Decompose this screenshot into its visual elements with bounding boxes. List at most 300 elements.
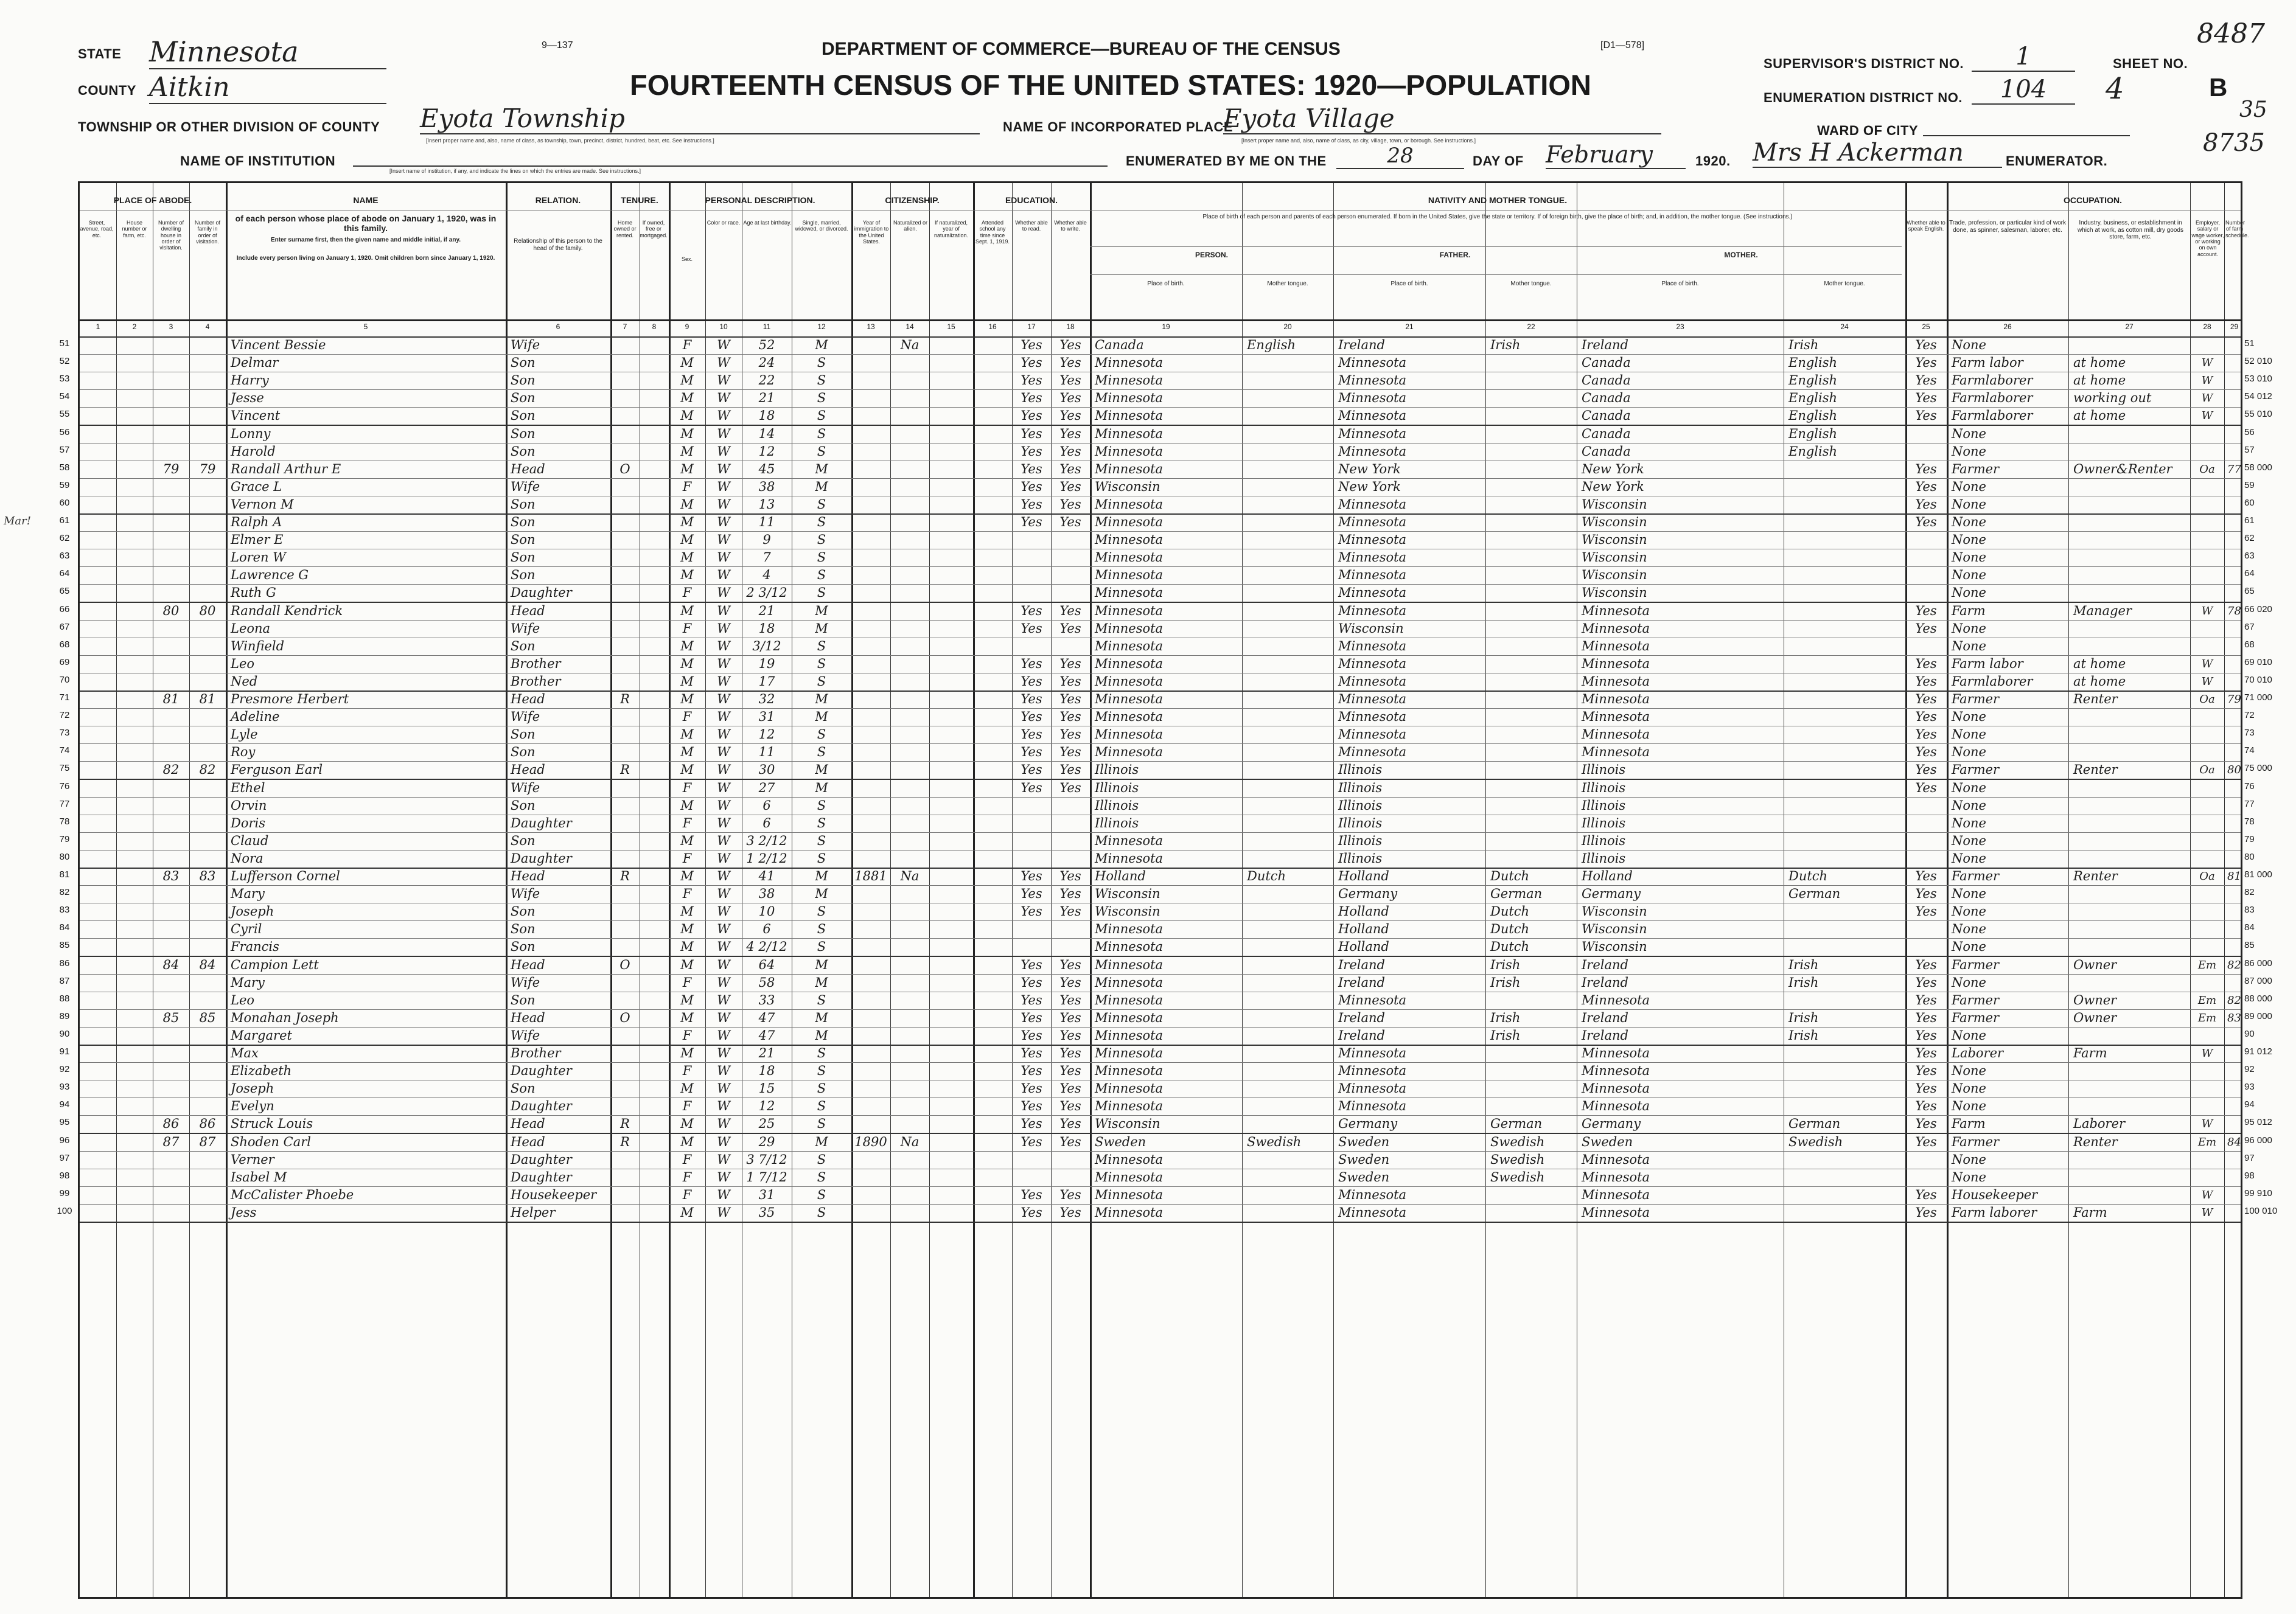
cell-farm	[2224, 1097, 2244, 1115]
cell-sex: M	[680, 1116, 694, 1132]
cell-write: Yes	[1059, 709, 1081, 725]
cell-race: W	[717, 709, 730, 725]
right-margin-code: 60	[2244, 497, 2255, 508]
cell-name: Winfield	[231, 638, 285, 653]
cell-fpob: Wisconsin	[1338, 621, 1404, 636]
cell-imm	[851, 513, 890, 531]
cell-read: Yes	[1021, 957, 1042, 972]
sheet-label: SHEET NO.	[2113, 56, 2188, 71]
cell-pob: Minnesota	[1095, 692, 1164, 706]
cell-name: Leo	[231, 992, 255, 1007]
cell-ind	[2073, 1186, 2189, 1204]
cell-fpob: Minnesota	[1338, 391, 1407, 406]
cell-ind: at home	[2073, 408, 2126, 423]
census-row	[80, 1080, 2241, 1097]
cell-age: 32	[758, 692, 775, 706]
column-number: 8	[652, 322, 657, 331]
cell-fmt	[1490, 1097, 1575, 1115]
cell-read: Yes	[1021, 408, 1042, 423]
cell-fam	[189, 549, 226, 566]
cell-write: Yes	[1059, 673, 1081, 689]
cell-nat	[890, 1062, 929, 1080]
cell-sex: M	[680, 673, 694, 689]
cell-rel: Wife	[511, 338, 540, 352]
form-number: 9—137	[542, 40, 573, 50]
cell-fpob: Minnesota	[1338, 532, 1407, 548]
line-number: 92	[59, 1064, 70, 1075]
cell-mar: M	[815, 338, 828, 352]
cell-farm: 83	[2227, 1011, 2241, 1024]
census-row	[80, 443, 2241, 461]
right-margin-code: 81 000	[2244, 869, 2272, 880]
cell-eng: Yes	[1915, 338, 1937, 352]
cell-name: Campion Lett	[231, 957, 319, 972]
cell-fmt: Swedish	[1490, 1152, 1545, 1167]
cell-fam	[189, 425, 226, 443]
line-number: 97	[59, 1152, 70, 1163]
cell-mt	[1247, 461, 1332, 478]
cell-fmt	[1490, 620, 1575, 638]
cell-fmt	[1490, 549, 1575, 566]
cell-ind: at home	[2073, 373, 2126, 388]
right-margin-code: 80	[2244, 851, 2255, 862]
line-number: 68	[59, 639, 70, 650]
cell-pob: Minnesota	[1095, 1028, 1164, 1043]
write-header: Whether able to write.	[1054, 220, 1087, 232]
cell-fpob: Holland	[1338, 939, 1389, 955]
cell-dw: 79	[162, 461, 180, 476]
cell-age: 58	[758, 975, 775, 990]
cell-imm	[851, 620, 890, 638]
cell-pob: Minnesota	[1095, 1010, 1164, 1025]
cell-farm	[2224, 372, 2244, 389]
cell-pob: Minnesota	[1095, 673, 1164, 689]
cell-dw: 83	[162, 869, 180, 883]
cell-farm	[2224, 815, 2244, 832]
cell-mpob: Wisconsin	[1582, 532, 1647, 548]
cell-own	[610, 602, 640, 620]
cell-sex: M	[680, 1010, 694, 1025]
cell-fpob: Sweden	[1338, 1152, 1390, 1167]
line-number: 86	[59, 958, 70, 969]
incorporated-note: [Insert proper name and, also, name of class, as city, village, town, or borough. See instructions.]	[1241, 137, 1476, 144]
cell-name: Verner	[231, 1152, 274, 1167]
cell-pob: Minnesota	[1095, 496, 1164, 512]
cell-own: R	[620, 1116, 630, 1132]
cell-fmt	[1490, 655, 1575, 673]
supervisor-value: 1	[1972, 43, 2075, 72]
cell-occ: Farmer	[1952, 762, 2000, 777]
cell-race: W	[717, 1152, 730, 1167]
cell-dw	[153, 885, 189, 903]
cell-age: 4 2/12	[746, 939, 787, 955]
cell-read: Yes	[1021, 373, 1042, 388]
enumerated-label: ENUMERATED BY ME ON THE	[1126, 153, 1327, 169]
cell-mar: S	[817, 833, 826, 848]
cell-fpob: Minnesota	[1338, 1099, 1407, 1114]
line-number: 58	[59, 462, 70, 473]
cell-dw	[153, 620, 189, 638]
cell-fam	[189, 638, 226, 655]
cell-dw	[153, 1080, 189, 1097]
cell-mmt	[1788, 1097, 1904, 1115]
cell-rel: Daughter	[511, 1169, 572, 1184]
cell-eng: Yes	[1915, 780, 1937, 795]
cell-eng	[1905, 815, 1947, 832]
dwelling-number-header: Number of dwelling house in order of visitation.	[158, 220, 184, 251]
cell-imm	[851, 461, 890, 478]
cell-sex: F	[682, 780, 692, 795]
cell-read: Yes	[1021, 1046, 1042, 1060]
group-nativity: NATIVITY AND MOTHER TONGUE.	[1428, 195, 1568, 205]
cell-rel: Son	[511, 798, 536, 813]
cell-sex: M	[680, 692, 694, 706]
cell-mar: M	[815, 957, 828, 972]
cell-mpob: Wisconsin	[1582, 585, 1647, 600]
cell-occ: Farmlaborer	[1952, 408, 2033, 423]
cell-fmt	[1490, 779, 1575, 797]
cell-name: Margaret	[231, 1028, 292, 1043]
cell-sex: M	[680, 1081, 694, 1096]
cell-mmt	[1788, 779, 1904, 797]
cell-occ: None	[1952, 1099, 1986, 1114]
cell-dw	[153, 1151, 189, 1169]
cell-fam	[189, 1027, 226, 1045]
cell-ind: Farm	[2073, 1205, 2107, 1220]
cell-imm	[851, 815, 890, 832]
cell-fpob: Minnesota	[1338, 603, 1407, 618]
cell-rel: Daughter	[511, 1063, 572, 1079]
line-number: 64	[59, 568, 70, 579]
cell-ind	[2073, 425, 2189, 443]
cell-read: Yes	[1021, 975, 1042, 990]
cell-nat	[890, 1169, 929, 1186]
cell-ind: Owner&Renter	[2073, 461, 2172, 476]
cell-imm	[851, 478, 890, 496]
line-number: 79	[59, 833, 70, 844]
cell-sex: M	[680, 798, 694, 813]
cell-name: Struck Louis	[231, 1116, 313, 1132]
cell-own	[610, 992, 640, 1009]
cell-emp	[2190, 779, 2224, 797]
cell-fmt	[1490, 690, 1575, 708]
cell-ind: at home	[2073, 656, 2126, 671]
cell-nat	[890, 690, 929, 708]
cell-mpob: Illinois	[1582, 798, 1626, 813]
ward-line	[1923, 122, 2130, 136]
cell-sex: M	[680, 656, 694, 671]
cell-mar: S	[817, 850, 826, 866]
cell-own	[610, 389, 640, 407]
cell-imm	[851, 726, 890, 743]
cell-imm	[851, 655, 890, 673]
cell-name: Joseph	[231, 1081, 274, 1096]
cell-occ: Farmlaborer	[1952, 673, 2033, 689]
line-number: 53	[59, 374, 70, 384]
cell-pob: Sweden	[1095, 1134, 1146, 1149]
cell-occ: None	[1952, 1169, 1986, 1184]
cell-fmt: Irish	[1490, 1028, 1521, 1043]
cell-rel: Daughter	[511, 585, 572, 600]
cell-mar: S	[817, 1152, 826, 1167]
cell-fam	[189, 1186, 226, 1204]
cell-name: Claud	[231, 833, 269, 848]
cell-name: Jesse	[231, 391, 264, 406]
right-margin-code: 66 020	[2244, 604, 2272, 614]
cell-occ: None	[1952, 709, 1986, 725]
cell-pob: Minnesota	[1095, 515, 1164, 529]
cell-fpob: Minnesota	[1338, 515, 1407, 529]
cell-dw	[153, 903, 189, 920]
cell-pob: Minnesota	[1095, 957, 1164, 972]
cell-dw	[153, 1169, 189, 1186]
cell-mmt	[1788, 797, 1904, 815]
cell-farm	[2224, 354, 2244, 372]
cell-own	[610, 655, 640, 673]
cell-name: Lonny	[231, 426, 271, 441]
cell-pob: Minnesota	[1095, 638, 1164, 653]
cell-own	[610, 850, 640, 868]
census-row	[80, 1133, 2241, 1151]
right-margin-code: 68	[2244, 639, 2255, 650]
right-margin-code: 83	[2244, 905, 2255, 916]
cell-occ: None	[1952, 850, 1986, 866]
right-margin-code: 52 010	[2244, 356, 2272, 367]
cell-fam: 81	[199, 692, 216, 706]
cell-race: W	[717, 727, 730, 742]
cell-name: Harold	[231, 444, 276, 459]
cell-fmt: Irish	[1490, 338, 1521, 352]
cell-write	[1051, 549, 1090, 566]
cell-nat	[890, 673, 929, 690]
cell-pob: Minnesota	[1095, 727, 1164, 742]
cell-eng	[1905, 850, 1947, 868]
cell-fam	[189, 584, 226, 602]
cell-mmt	[1788, 761, 1904, 779]
cell-sex: M	[680, 532, 694, 548]
census-row	[80, 566, 2241, 584]
cell-fam	[189, 938, 226, 956]
cell-emp	[2190, 797, 2224, 815]
cell-pob: Illinois	[1095, 815, 1139, 830]
cell-mar: M	[815, 869, 828, 883]
cell-read: Yes	[1021, 709, 1042, 725]
marital-header: Single, married, widowed, or divorced.	[795, 220, 848, 232]
right-margin-code: 88 000	[2244, 993, 2272, 1004]
cell-age: 6	[762, 815, 771, 830]
cell-nat	[890, 443, 929, 461]
census-row	[80, 1115, 2241, 1133]
family-number-header: Number of family in order of visitation.	[194, 220, 221, 245]
township-value: Eyota Township	[420, 103, 980, 134]
cell-dw	[153, 708, 189, 726]
census-row	[80, 1204, 2241, 1222]
cell-eng: Yes	[1915, 692, 1937, 706]
cell-own: R	[620, 692, 630, 706]
cell-occ: None	[1952, 338, 1986, 352]
line-number: 78	[59, 816, 70, 827]
cell-mar: S	[817, 391, 826, 406]
column-number: 13	[867, 322, 875, 331]
cell-sex: M	[680, 992, 694, 1007]
cell-read: Yes	[1021, 780, 1042, 795]
cell-fpob: Minnesota	[1338, 638, 1407, 653]
cell-dw	[153, 372, 189, 389]
cell-fpob: Minnesota	[1338, 1205, 1407, 1220]
cell-emp: W	[2201, 1206, 2213, 1219]
cell-eng: Yes	[1915, 673, 1937, 689]
column-number: 4	[205, 322, 210, 331]
census-row	[80, 655, 2241, 673]
census-row	[80, 1097, 2241, 1115]
cell-race: W	[717, 1169, 730, 1184]
cell-imm	[851, 974, 890, 992]
cell-mar: M	[815, 709, 828, 725]
cell-read: Yes	[1021, 461, 1042, 476]
cell-fpob: Minnesota	[1338, 1081, 1407, 1096]
cell-mar: M	[815, 975, 828, 990]
cell-fpob: Ireland	[1338, 975, 1385, 990]
cell-write: Yes	[1059, 1010, 1081, 1025]
cell-imm	[851, 850, 890, 868]
census-row	[80, 407, 2241, 425]
right-margin-code: 96 000	[2244, 1135, 2272, 1146]
cell-pob: Minnesota	[1095, 550, 1164, 565]
cell-dw: 85	[162, 1010, 180, 1025]
cell-name: Ethel	[231, 780, 265, 795]
cell-ind: Renter	[2073, 692, 2118, 706]
cell-mt	[1247, 938, 1332, 956]
cell-mar: M	[815, 479, 828, 494]
read-header: Whether able to read.	[1015, 220, 1048, 232]
cell-occ: Farmer	[1952, 1010, 2000, 1025]
cell-nat	[890, 372, 929, 389]
cell-fmt: Irish	[1490, 1010, 1521, 1025]
census-row	[80, 761, 2241, 779]
cell-sex: F	[682, 886, 692, 902]
cell-farm	[2224, 531, 2244, 549]
cell-rel: Wife	[511, 1028, 540, 1043]
cell-farm: 84	[2227, 1135, 2241, 1149]
cell-eng	[1905, 832, 1947, 850]
cell-age: 38	[758, 886, 775, 902]
cell-fam	[189, 1080, 226, 1097]
cell-write: Yes	[1059, 1046, 1081, 1060]
cell-nat	[890, 815, 929, 832]
cell-read: Yes	[1021, 692, 1042, 706]
cell-own	[610, 549, 640, 566]
cell-eng	[1905, 938, 1947, 956]
cell-emp	[2190, 513, 2224, 531]
cell-pob: Minnesota	[1095, 461, 1164, 476]
cell-nat	[890, 850, 929, 868]
cell-mar: S	[817, 656, 826, 671]
group-personal-description: PERSONAL DESCRIPTION.	[705, 195, 815, 205]
cell-mpob: Wisconsin	[1582, 496, 1647, 512]
cell-ind: Manager	[2073, 603, 2132, 618]
cell-rel: Son	[511, 550, 536, 565]
cell-mt	[1247, 743, 1332, 761]
cell-mt	[1247, 1169, 1332, 1186]
cell-race: W	[717, 922, 730, 937]
cell-own	[610, 443, 640, 461]
cell-name: Leo	[231, 656, 255, 671]
cell-emp: W	[2201, 392, 2213, 405]
cell-race: W	[717, 1046, 730, 1060]
cell-fam	[189, 1097, 226, 1115]
cell-ind: Owner	[2073, 1010, 2117, 1025]
line-number: 80	[59, 851, 70, 862]
stamp-number-top: 8487	[2197, 18, 2265, 49]
right-margin-code: 53 010	[2244, 374, 2272, 384]
cell-eng: Yes	[1915, 1028, 1937, 1043]
cell-nat	[890, 726, 929, 743]
cell-farm	[2224, 1027, 2244, 1045]
census-row	[80, 779, 2241, 797]
cell-race: W	[717, 479, 730, 494]
cell-fmt	[1490, 708, 1575, 726]
cell-mpob: Minnesota	[1582, 638, 1650, 653]
census-row	[80, 531, 2241, 549]
cell-sex: M	[680, 515, 694, 529]
cell-fam	[189, 992, 226, 1009]
line-number: 69	[59, 656, 70, 667]
cell-pob: Minnesota	[1095, 975, 1164, 990]
sheet-number: 4	[2106, 72, 2124, 106]
cell-age: 52	[758, 338, 775, 352]
cell-mt	[1247, 1080, 1332, 1097]
cell-sex: M	[680, 550, 694, 565]
cell-own	[610, 1186, 640, 1204]
father-mother-tongue-header: Mother tongue.	[1510, 280, 1552, 287]
cell-age: 6	[762, 922, 771, 937]
cell-age: 2 3/12	[746, 585, 787, 600]
cell-own	[610, 974, 640, 992]
census-row	[80, 549, 2241, 566]
cell-write: Yes	[1059, 957, 1081, 972]
cell-own: O	[619, 461, 630, 476]
cell-fam: 84	[199, 957, 216, 972]
cell-ind: Renter	[2073, 1134, 2118, 1149]
stamp-number-mid: 35	[2239, 97, 2267, 122]
cell-ind	[2073, 620, 2189, 638]
cell-rel: Son	[511, 904, 536, 919]
column-number: 17	[1027, 322, 1036, 331]
cell-pob: Wisconsin	[1095, 904, 1160, 919]
right-margin-code: 67	[2244, 621, 2255, 632]
cell-nat	[890, 1027, 929, 1045]
cell-mmt: English	[1788, 444, 1838, 459]
cell-mmt: Irish	[1788, 338, 1819, 352]
cell-rel: Helper	[511, 1205, 556, 1220]
stamp-number-low: 8735	[2203, 129, 2265, 157]
cell-occ: None	[1952, 479, 1986, 494]
cell-mmt	[1788, 1204, 1904, 1222]
cell-dw	[153, 920, 189, 938]
cell-dw: 80	[162, 603, 180, 618]
cell-fam	[189, 1151, 226, 1169]
home-owned-header: Home owned or rented.	[613, 220, 637, 238]
cell-nat	[890, 920, 929, 938]
cell-pob: Minnesota	[1095, 1205, 1164, 1220]
cell-dw	[153, 974, 189, 992]
cell-imm	[851, 1027, 890, 1045]
cell-pob: Illinois	[1095, 780, 1139, 795]
cell-read: Yes	[1021, 904, 1042, 919]
cell-race: W	[717, 869, 730, 883]
census-row	[80, 903, 2241, 920]
cell-fpob: Illinois	[1338, 780, 1383, 795]
